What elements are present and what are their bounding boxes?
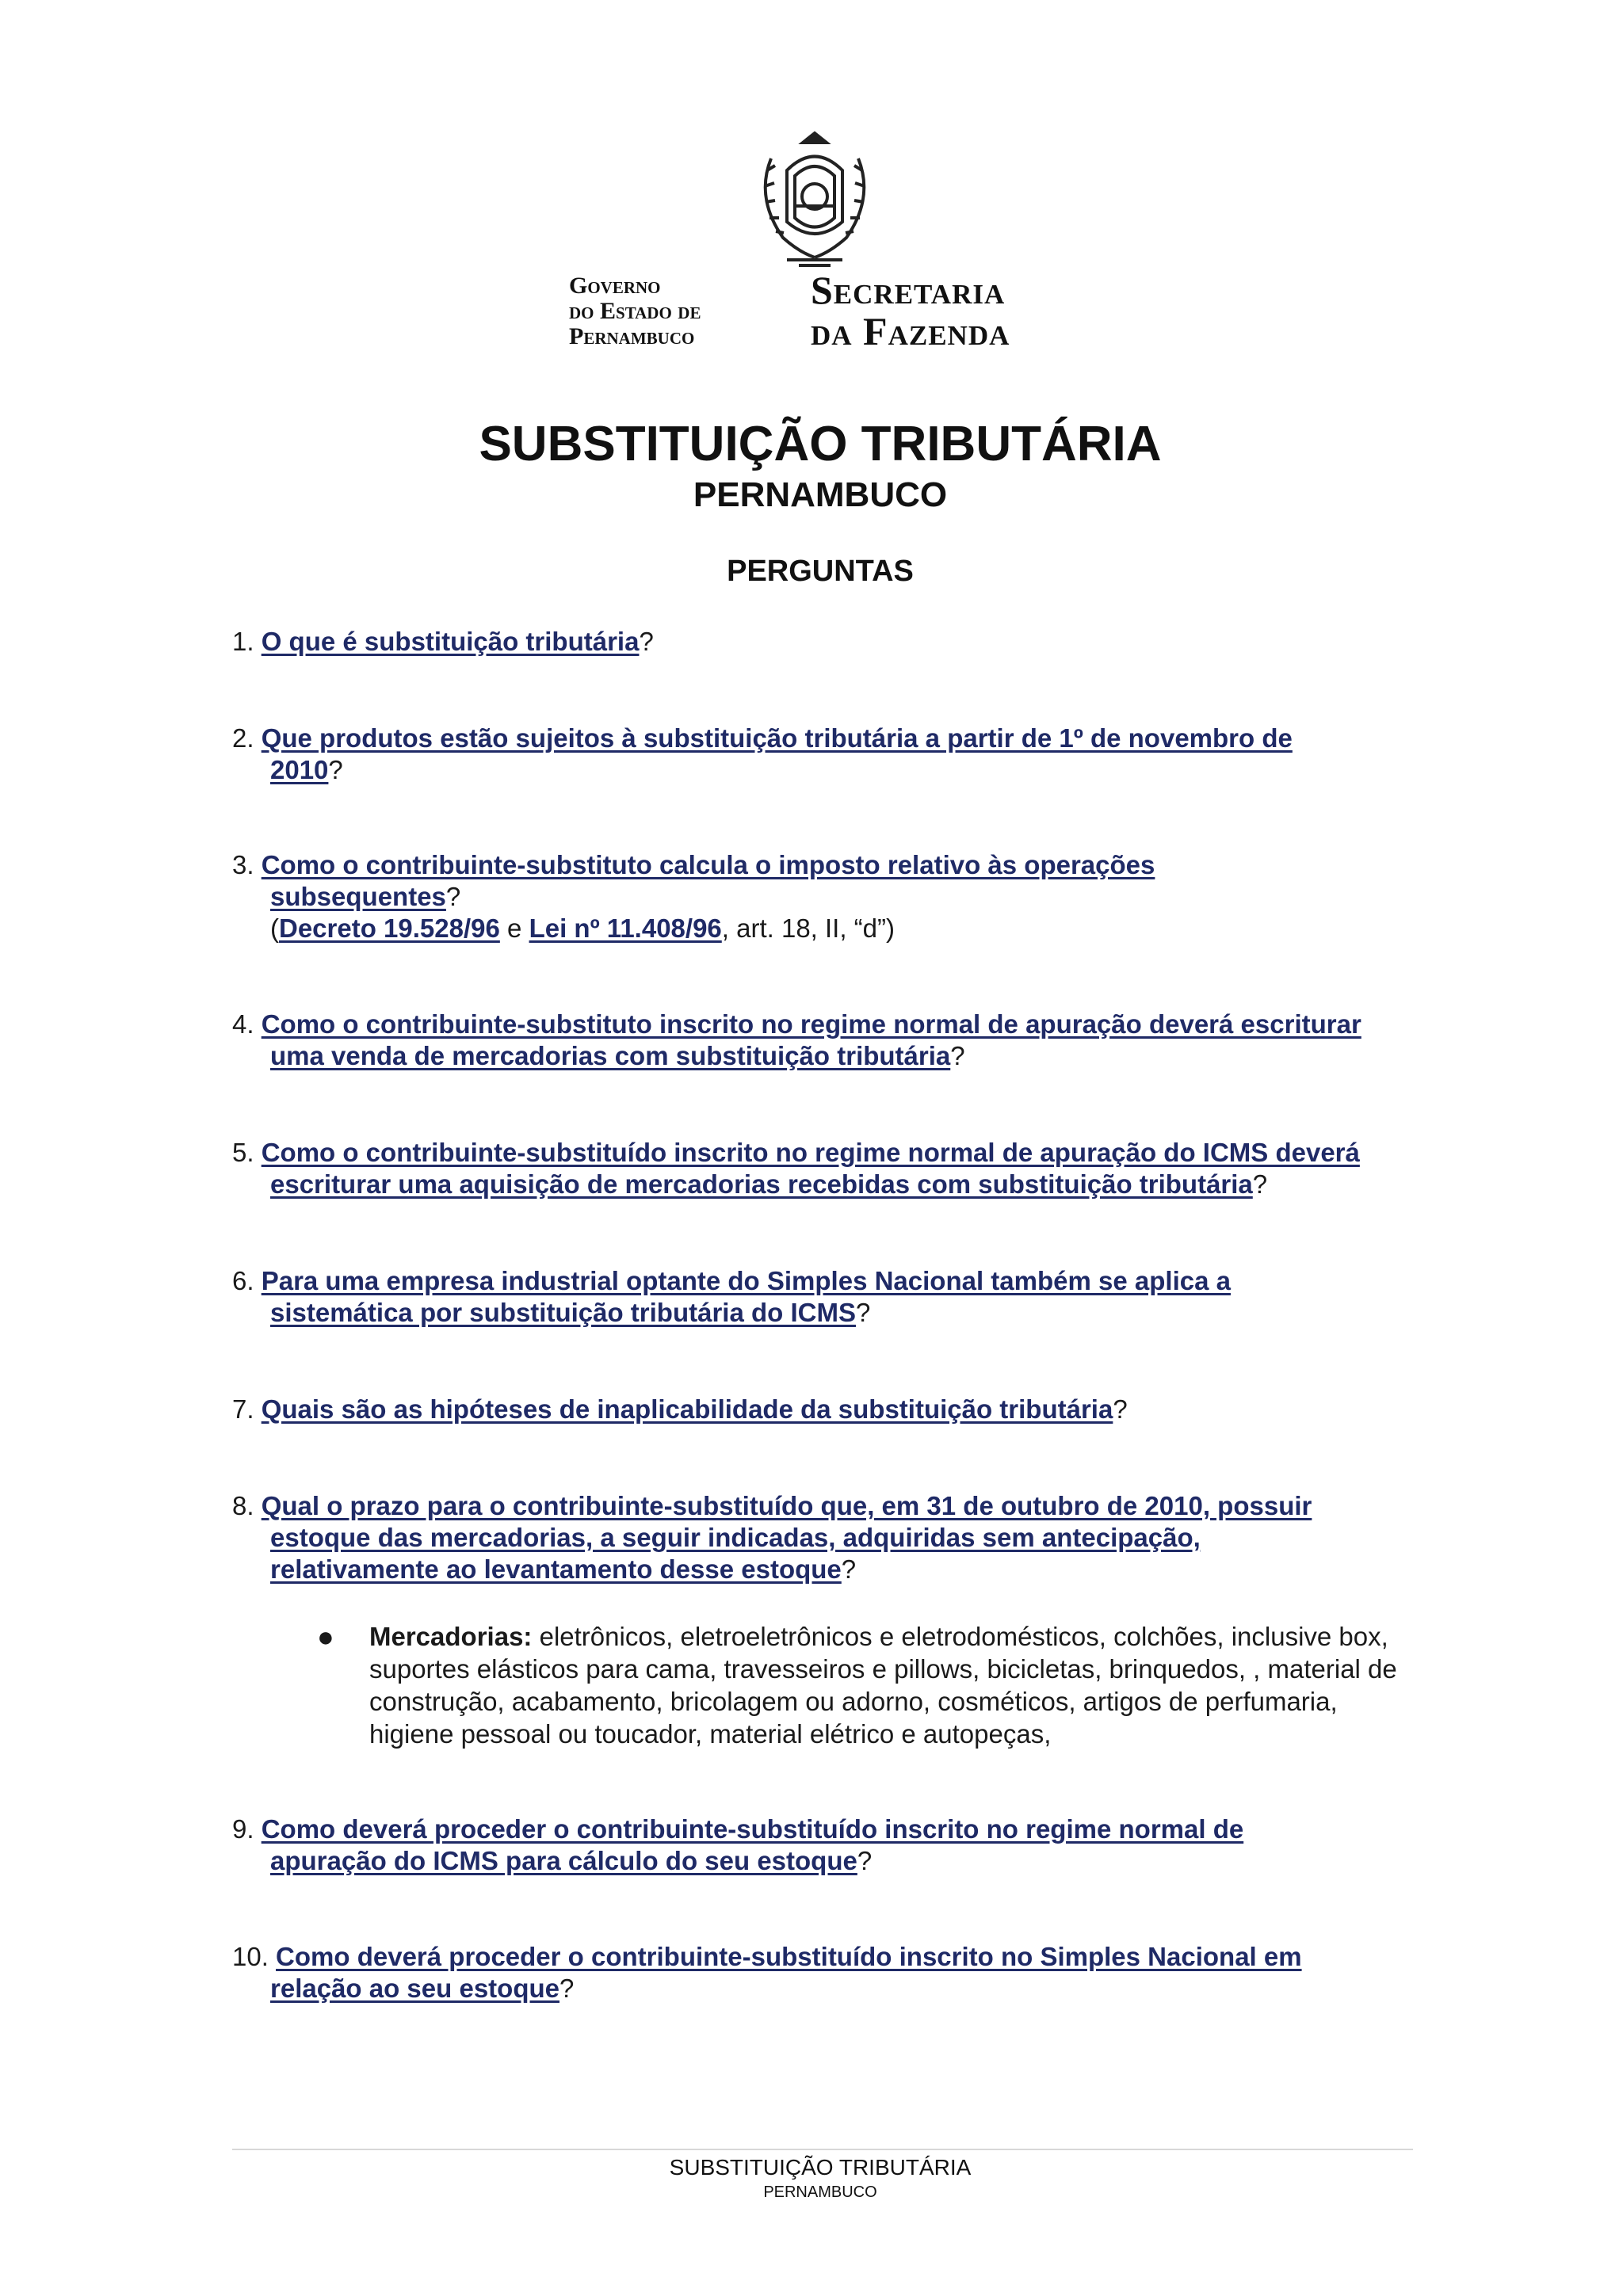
question-number: 7.	[232, 1394, 262, 1424]
question-link[interactable]: estoque das mercadorias, a seguir indicadas, adquiridas sem antecipação,	[270, 1523, 1201, 1552]
question-link[interactable]: Quais são as hipóteses de inaplicabilidade da substituição tributária	[261, 1394, 1113, 1424]
question-link[interactable]: relação ao seu estoque	[270, 1974, 559, 2003]
law-link[interactable]: Lei nº 11.408/96	[529, 913, 722, 943]
question-item: 1. O que é substituição tributária?	[232, 627, 654, 656]
question-number: 9.	[232, 1814, 262, 1844]
question-item: 2. Que produtos estão sujeitos à substituição tributária a partir de 1º de novembro de 2010?	[232, 723, 1293, 784]
question-link[interactable]: escriturar uma aquisição de mercadorias recebidas com substituição tributária	[270, 1169, 1253, 1199]
question-number: 6.	[232, 1266, 262, 1295]
government-wordmark	[569, 273, 701, 349]
gov-line-1: Governo	[569, 273, 661, 299]
question-item: 6. Para uma empresa industrial optante do Simples Nacional também se aplica a sistemática por substituição tributária do ICMS?	[232, 1266, 1231, 1327]
footer-subtitle: PERNAMBUCO	[763, 2183, 877, 2201]
gov-line-3: Pernambuco	[569, 323, 695, 349]
question-link[interactable]: apuração do ICMS para cálculo do seu estoque	[270, 1846, 857, 1875]
question-link[interactable]: Como o contribuinte-substituído inscrito no regime normal de apuração do ICMS deverá	[261, 1138, 1360, 1167]
question-link[interactable]: Que produtos estão sujeitos à substituição tributária a partir de 1º de novembro de	[261, 723, 1293, 753]
question-link[interactable]: uma venda de mercadorias com substituição tributária	[270, 1041, 951, 1070]
secretariat-wordmark	[811, 269, 1010, 352]
question-item: 5. Como o contribuinte-substituído inscrito no regime normal de apuração do ICMS deverá escriturar uma aquisição de mercadorias recebidas com substituição tributária?	[232, 1138, 1360, 1199]
question-number: 2.	[232, 723, 262, 753]
question-link[interactable]: subsequentes	[270, 882, 446, 911]
question-item: 4. Como o contribuinte-substituto inscrito no regime normal de apuração deverá escriturar uma venda de mercadorias com substituição tributária?	[232, 1009, 1361, 1070]
bullet-text: eletrônicos, eletroeletrônicos e eletrodomésticos, colchões, inclusive box, suportes elásticos para cama, travesseiros e pillows, bicicletas, brinquedos, , material de construção, acabamento, bricolagem ou adorno, cosméticos, artigos de perfumaria, higiene pessoal ou toucador, material elétrico e autopeças,	[369, 1622, 1397, 1749]
question-link[interactable]: Como deverá proceder o contribuinte-substituído inscrito no regime normal de	[261, 1814, 1244, 1844]
question-number: 1.	[232, 627, 262, 656]
question-link[interactable]: relativamente ao levantamento desse estoque	[270, 1554, 842, 1584]
bullet-icon: ●	[317, 1620, 334, 1653]
question-number: 3.	[232, 850, 262, 879]
question-number: 5.	[232, 1138, 262, 1167]
question-link[interactable]: 2010	[270, 755, 329, 784]
question-item: 10. Como deverá proceder o contribuinte-substituído inscrito no Simples Nacional em relação ao seu estoque?	[232, 1942, 1302, 2003]
question-link[interactable]: O que é substituição tributária	[261, 627, 640, 656]
question-item: 7. Quais são as hipóteses de inaplicabilidade da substituição tributária?	[232, 1394, 1128, 1424]
question-link[interactable]: Como o contribuinte-substituto inscrito no regime normal de apuração deverá escriturar	[261, 1009, 1361, 1039]
question-link[interactable]: Qual o prazo para o contribuinte-substituído que, em 31 de outubro de 2010, possuir	[261, 1491, 1312, 1520]
sec-line-2: da Fazenda	[811, 309, 1010, 353]
question-link[interactable]: sistemática por substituição tributária do ICMS	[270, 1298, 856, 1327]
question-link[interactable]: Para uma empresa industrial optante do Simples Nacional também se aplica a	[261, 1266, 1231, 1295]
question-number: 4.	[232, 1009, 262, 1039]
document-title: SUBSTITUIÇÃO TRIBUTÁRIA	[479, 417, 1162, 471]
question-number: 8.	[232, 1491, 262, 1520]
section-heading: PERGUNTAS	[727, 555, 914, 588]
document-subtitle: PERNAMBUCO	[693, 475, 948, 514]
state-crest-icon	[739, 127, 890, 273]
question-link[interactable]: Como o contribuinte-substituto calcula o imposto relativo às operações	[261, 850, 1155, 879]
government-logo	[569, 127, 1076, 364]
gov-line-2: do Estado de	[569, 298, 701, 324]
question-item: 3. Como o contribuinte-substituto calcula o imposto relativo às operações subsequentes? (Decreto 19.528/96 e Lei nº 11.408/96, art. 18, II, “d”)	[232, 850, 1155, 943]
decree-link[interactable]: Decreto 19.528/96	[279, 913, 500, 943]
bullet-label: Mercadorias:	[369, 1622, 533, 1651]
question-item: 9. Como deverá proceder o contribuinte-substituído inscrito no regime normal de apuração do ICMS para cálculo do seu estoque?	[232, 1814, 1244, 1875]
sec-line-1: Secretaria	[811, 268, 1006, 312]
question-item: 8. Qual o prazo para o contribuinte-substituído que, em 31 de outubro de 2010, possuir estoque das mercadorias, a seguir indicadas, adquiridas sem antecipação, relativamente ao levantamento desse estoque?	[232, 1491, 1312, 1584]
question-link[interactable]: Como deverá proceder o contribuinte-substituído inscrito no Simples Nacional em	[276, 1942, 1302, 1971]
question-number: 10.	[232, 1942, 277, 1971]
footer-title: SUBSTITUIÇÃO TRIBUTÁRIA	[669, 2155, 972, 2180]
footer-divider	[232, 2149, 1413, 2150]
